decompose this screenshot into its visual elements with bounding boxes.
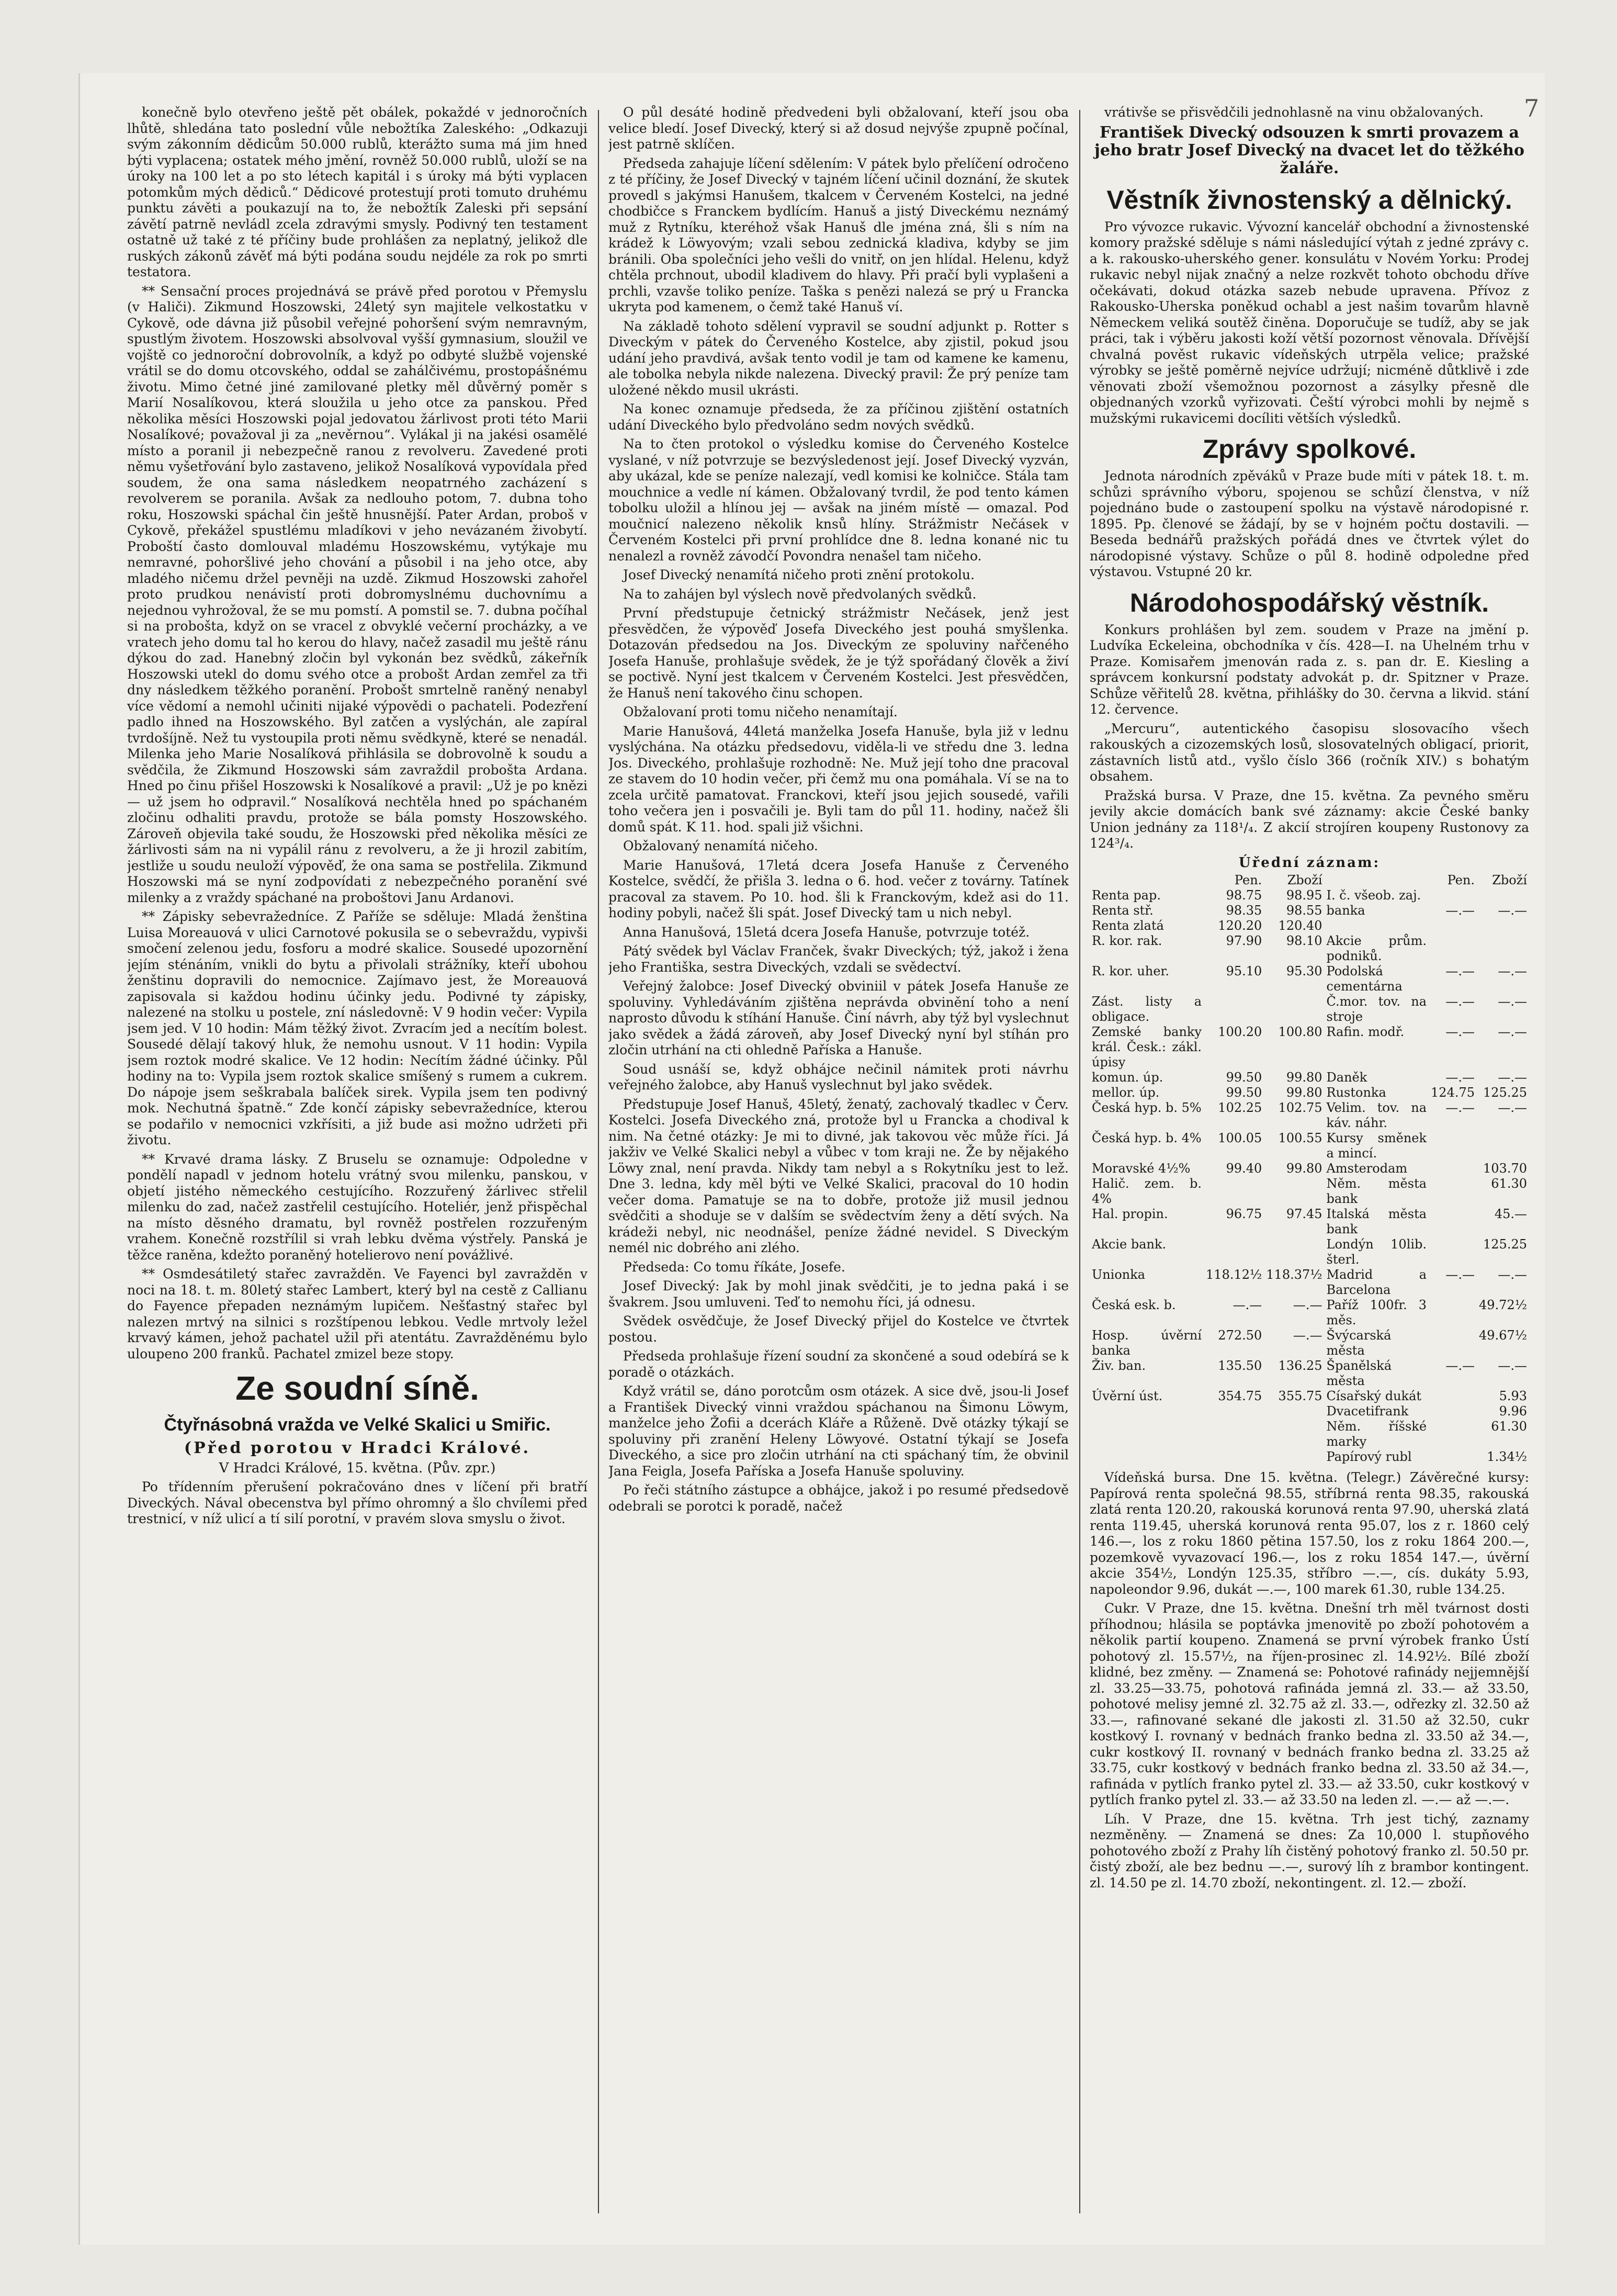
market-cell: 99.50 <box>1226 1085 1262 1100</box>
market-cell: Velim. tov. na káv. náhr. <box>1326 1100 1427 1130</box>
article-paragraph: Na základě tohoto sdělení vypravil se soudní adjunkt p. Rotter s Diveckým v pátek do Červeného Kostelce, aby zjistil, pokud jsou udání jeho pravdivá, avšak tento vodil je tam od kamene ke kamenu, ale tobolka nebyla nikde nalezena. Divecký pravil: Že prý peníze tam uložené někdo musil ukrásti. <box>608 318 1069 398</box>
market-row <box>1090 1161 1529 1176</box>
section-title-court: Ze soudní síně. <box>235 1369 479 1407</box>
market-cell: 120.20 <box>1218 918 1262 933</box>
column-right <box>1090 105 1529 2224</box>
column-rule <box>598 110 599 2213</box>
market-cell: 99.50 <box>1226 1070 1262 1085</box>
market-cell: Akcie prům. podniků. <box>1326 933 1427 963</box>
market-cell: 95.30 <box>1286 964 1322 978</box>
market-cell <box>1429 1298 1477 1328</box>
market-row <box>1090 1419 1529 1449</box>
article-paragraph: Josef Divecký nenamítá ničeho proti znění protokolu. <box>623 567 975 582</box>
market-cell <box>1477 1131 1529 1161</box>
article-paragraph: Anna Hanušová, 15letá dcera Josefa Hanuše, potvrzuje totéž. <box>623 924 1030 940</box>
article-paragraph: Předseda: Co tomu říkáte, Josefe. <box>623 1259 845 1275</box>
market-header-cell: Pen. <box>1447 873 1475 887</box>
market-cell: —.— <box>1445 1070 1475 1085</box>
article-paragraph: Pražská bursa. V Praze, dne 15. května. Za pevného směru jevily akcie domácích bank své záznamy: akcie České banky Union jednány za 118¹/₄. Z akcií strojíren koupeny Rustonovy za 124³/₄. <box>1090 787 1529 851</box>
market-cell: Londýn 10lib. šterl. <box>1326 1237 1427 1267</box>
market-cell <box>1204 1404 1264 1419</box>
market-row <box>1090 1358 1529 1389</box>
article-paragraph: Konkurs prohlášen byl zem. soudem v Praze na jmění p. Ludvíka Eckeleina, obchodníka v čís. 428—I. na Uhelném trhu v Praze. Komisařem jmenován rada z. s. pan dr. E. Kiesling a správcem konkursní podstaty advokát p. dr. Spitzner v Praze. Schůze věřitelů 28. května, přihlášky do 30. června a likvid. stání 12. července. <box>1090 622 1529 717</box>
market-cell: 98.35 <box>1226 903 1262 918</box>
market-header-cell: Zboží <box>1492 873 1527 887</box>
section-title-clubs: Zprávy spolkové. <box>1202 434 1417 464</box>
market-cell: 355.75 <box>1278 1389 1322 1403</box>
market-cell <box>1429 1176 1477 1207</box>
market-cell: Hal. propin. <box>1092 1207 1168 1221</box>
market-cell: 100.55 <box>1278 1131 1322 1145</box>
market-cell <box>1477 933 1529 964</box>
market-cell <box>1477 918 1529 933</box>
market-cell <box>1204 1419 1264 1449</box>
market-cell: 135.50 <box>1218 1358 1262 1373</box>
market-cell: —.— <box>1445 1100 1475 1115</box>
market-cell: —.— <box>1445 903 1475 918</box>
article-paragraph: Po třídenním přerušení pokračováno dnes v líčení při bratří Diveckých. Nával obecenstva byl přímo ohromný a šlo chvílemi před trestnicí, v níž ulicí a tí silí porotní, v pravém slova smyslu o život. <box>127 1479 587 1526</box>
market-cell: 99.80 <box>1286 1085 1322 1100</box>
article-paragraph: Pátý svědek byl Václav Franček, švakr Diveckých; týž, jakož i žena jeho Františka, sestra Diveckých, vzdali se svědectví. <box>608 943 1069 975</box>
market-table <box>1090 873 1529 1465</box>
market-cell: 97.45 <box>1286 1207 1322 1221</box>
article-paragraph: vrátivše se přisvědčili jednohlasně na vinu obžalovaných. <box>1104 105 1484 120</box>
market-cell: Něm. města bank <box>1326 1176 1427 1206</box>
market-cell: Č.mor. tov. na stroje <box>1326 994 1427 1024</box>
market-cell: —.— <box>1498 903 1527 918</box>
market-cell: 96.75 <box>1226 1207 1262 1221</box>
column-rule <box>1079 110 1080 2213</box>
market-cell: 9.96 <box>1499 1404 1527 1419</box>
market-cell <box>1429 1131 1477 1161</box>
market-row <box>1090 888 1529 903</box>
market-cell <box>1204 1237 1264 1267</box>
market-cell: —.— <box>1445 1358 1475 1373</box>
article-paragraph: Marie Hanušová, 17letá dcera Josefa Hanuše z Červeného Kostelce, svědčí, že přišla 3. ledna o 6. hod. večer z továrny. Tatínek pracoval za stavem. Po 10. hod. šli k Franckovým, kdež asi do 11. hodiny pobyli, načež šli spát. Josef Divecký tam u nich nebyl. <box>608 857 1069 920</box>
market-cell: Paříž 100fr. 3 měs. <box>1326 1298 1427 1327</box>
market-cell: Rustonka <box>1326 1085 1386 1100</box>
article-paragraph: Soud usnáší se, když obhájce nečinil námitek proti návrhu veřejného žalobce, aby Hanuš vyslechnut byl jako svědek. <box>608 1061 1069 1093</box>
market-cell: 120.40 <box>1278 918 1322 933</box>
market-cell: 272.50 <box>1218 1328 1262 1343</box>
market-cell: —.— <box>1445 964 1475 978</box>
market-cell: 61.30 <box>1491 1176 1527 1191</box>
article-paragraph: Předseda prohlašuje řízení soudní za skončené a soud odebírá se k poradě o otázkách. <box>608 1348 1069 1380</box>
article-paragraph: Pro vývozce rukavic. Vývozní kancelář obchodní a živnostenské komory pražské sděluje s námi následující výtah z jedné zprávy c. a k. rakousko-uherského gener. konsulátu v Novém Yorku: Prodej rukavic nebyl nijak značný a nelze rozkvět tohoto obchodu dříve očekávati, dokud otázka sazeb nebude upravena. Přívoz z Rakousko-Uherska poněkud ochabl a jest našim tovarům hlavně Německem veliká soutěž činěna. Doporučuje se tudíž, aby se jak práci, tak i výběru jakosti koží větší pozornost věnovala. Dřívější chvalná pověst rukavic vídeňských utrpěla velice; pražské výrobky se ještě poměrně nejvíce udržují; nicméně důtklivě i zde věnovati zboží všemožnou pozornost a zásylky přesně dle objednaných vzorků vyřizovati. Čeští výrobci mohli by nejmě s mužskými rukavicemi docíliti větších výsledků. <box>1090 219 1529 426</box>
market-row <box>1090 994 1529 1025</box>
article-paragraph: Obžalovaní proti tomu ničeho nenamítají. <box>623 704 898 719</box>
market-row <box>1090 1131 1529 1161</box>
market-cell: komun. úp. <box>1092 1070 1163 1085</box>
article-paragraph: Svědek osvědčuje, že Josef Divecký přijel do Kostelce ve čtvrtek postou. <box>608 1313 1069 1345</box>
market-cell: Zemské banky král. Česk.: zákl. úpisy <box>1092 1025 1202 1070</box>
column-left <box>127 105 587 2224</box>
market-row <box>1090 1025 1529 1070</box>
market-cell: 61.30 <box>1491 1419 1527 1434</box>
market-cell: 125.25 <box>1483 1237 1527 1252</box>
article-paragraph: Josef Divecký: Jak by mohl jinak svědčiti, je to jedna paká i se švakrem. Jsou umluveni. Teď to nemohu říci, já odnesu. <box>608 1278 1069 1310</box>
market-cell: 98.95 <box>1286 888 1322 903</box>
market-cell <box>1429 1449 1477 1465</box>
market-row <box>1090 1237 1529 1267</box>
market-cell: 45.— <box>1494 1207 1527 1221</box>
market-cell: Švýcarská města <box>1326 1328 1392 1358</box>
market-cell: Renta pap. <box>1092 888 1161 903</box>
market-cell: Amsterodam <box>1326 1161 1408 1176</box>
market-row <box>1090 903 1529 918</box>
market-cell: —.— <box>1498 964 1527 978</box>
market-cell: —.— <box>1498 1025 1527 1039</box>
article-paragraph: Předseda zahajuje líčení sdělením: V pátek bylo přelíčení odročeno z té příčiny, že Josef Divecký v tajném líčení učinil doznání, že skutek provedl s jakýmsi Hanušem, tkalcem v Červeném Kostelci, na jedné chodbičce s Franckem bydlícím. Hanuš a jistý Diveckému neznámý muž z Rytníku, kteréhož však Hanuš dle jména zná, šli s ním na krádež k Löwyovým; vzali sebou zednická kladiva, kdyby se jim bránili. Oba společníci jeho vešli do vnitř, on jen hlídal. Helenu, když chtěla prchnout, ubodil kladivem do hlavy. Při pračí byli vyplašeni a prchli, vzavše toliko peníze. Taška s penězi nalezá se prý u Francka ukryta pod kamenem, o čemž také Hanuš ví. <box>608 155 1069 314</box>
article-paragraph: „Mercuru“, autentického časopisu slosovacího všech rakouských a cizozemských losů, slosovatelných obligací, priorit, zástavních listů atd., vyšlo číslo 366 (ročník XIV.) s bohatým obsahem. <box>1090 721 1529 784</box>
market-cell: —.— <box>1498 994 1527 1009</box>
market-cell: 118.37½ <box>1266 1267 1322 1282</box>
market-cell <box>1090 1449 1204 1465</box>
market-cell: Kursy směnek a mincí. <box>1326 1131 1427 1161</box>
market-cell: 98.10 <box>1286 933 1322 948</box>
article-paragraph: ** Zápisky sebevražedníce. Z Paříže se sděluje: Mladá ženština Luisa Moreauová v ulici Carnotové pokusila se o sebevraždu, vypivši smočení zelenou jedu, fosforu a modré skalice. Sousedé upozornění jejím sténáním, vnikli do bytu a přivolali strážníky, kteří ubohou ženštinu dopravili do nemocnice. Zajímavo jest, že Moreauová zapisovala si každou hodinu účinky jedu. Podivné ty zápisky, nalezené na stolku u postele, zní následovně: V 9 hodin večer: Vypila jsem jed. V 10 hodin: Mám těžký život. Zvracím jed a necítím bolest. Sousedé dělají takový hluk, že nemohu usnout. V 11 hodin: Vypila jsem roztok modré skalice. Ve 12 hodin: Necítím žádné účinky. Půl hodiny na to: Vypila jsem roztok skalice smíšený s rumem a cukrem. Do nápoje jsem seškrabala balíček sirek. Vypila jsem ten podivný mok. Nechutná špatně.“ Zde končí zápisky sebevražedníce, kterou se podařilo v nemocnici vzkřísiti, a již bude asi možno udržeti při životu. <box>127 909 587 1147</box>
market-cell: 49.72½ <box>1479 1298 1527 1312</box>
market-cell: Česká hyp. b. 5% <box>1092 1100 1202 1115</box>
market-cell: 98.55 <box>1286 903 1322 918</box>
market-cell: 5.93 <box>1499 1389 1527 1403</box>
market-cell: Daněk <box>1326 1070 1367 1085</box>
market-cell <box>1429 1328 1477 1358</box>
market-row <box>1090 1389 1529 1404</box>
market-cell: 125.25 <box>1483 1085 1527 1100</box>
market-row <box>1090 1085 1529 1100</box>
market-cell <box>1264 1176 1324 1207</box>
market-cell: 118.12½ <box>1206 1267 1262 1282</box>
market-cell: 95.10 <box>1226 964 1262 978</box>
market-cell: 99.40 <box>1226 1161 1262 1176</box>
article-paragraph: Předstupuje Josef Hanuš, 45letý, ženatý, zachovalý tkadlec v Červ. Kostelci. Josefa Diveckého zná, protože byl u Francka a chodival k nim. Na četné otázky: Je mi to divné, jak takovou věc může říci. Já jakživ ve Velké Skalici nebyl a vůbec v tom kraji ne. Že by nějakého Löwy znal, není pravda. Nikdy tam nebyl a s Rokytníku jest to lež. Dne 3. ledna, kdy měl býti ve Velké Skalici, pracoval do 10 hodin večer doma. Pamatuje se na to dobře, protože již musil jednou svědčiti a shoduje se v dalším se svědectvím ženy a dětí svých. Na krádeži nebyl, nic neodnášel, peníze žádné nevidel. S Diveckým nemél nic dobrého ani zlého. <box>608 1096 1069 1255</box>
market-cell <box>1264 1449 1324 1465</box>
market-cell <box>1477 888 1529 903</box>
market-header-cell: Pen. <box>1234 873 1262 887</box>
market-row <box>1090 1328 1529 1358</box>
market-cell <box>1429 1404 1477 1419</box>
article-paragraph: Líh. V Praze, dne 15. května. Trh jest tichý, zaznamy nezměněny. — Znamená se dnes: Za 10,000 l. stupňového pohotového zboží z Prahy líh čistěný pohotový franko zl. 50.50 pr. čistý zboží, ale bez bednu —.—, surový líh z brambor kontingent. zl. 14.50 pe zl. 14.70 zboží, nekontingent. zl. 12.— zboží. <box>1090 1811 1529 1890</box>
market-cell: Papírový rubl <box>1326 1449 1412 1464</box>
article-paragraph: Obžalovaný nenamítá ničeho. <box>623 838 818 853</box>
market-cell <box>1325 918 1429 933</box>
market-cell: 100.20 <box>1218 1025 1262 1039</box>
market-row <box>1090 918 1529 933</box>
market-table-title: Úřední záznam: <box>1238 854 1381 871</box>
market-cell: —.— <box>1445 1025 1475 1039</box>
market-table-header <box>1090 873 1529 888</box>
market-cell: —.— <box>1232 1298 1262 1312</box>
article-paragraph: Když vrátil se, dáno porotcům osm otázek. A sice dvě, jsou-li Josef a František Divecký vinni vraždou spáchanou na Šimonu Löwym, manželce jeho Žofii a dcerách Kláře a Růženě. Dvě otázky týkají se spoluviny při zranění Heleny Löwyové. Ostatní týkají se Josefa Diveckého, a sice pro zločin utrhání na cti spáchaný tím, že obvinil Jana Feigla, Josefa Paříska a Josefa Hanuše spoluviny. <box>608 1383 1069 1479</box>
market-cell: —.— <box>1498 1267 1527 1282</box>
market-row <box>1090 1267 1529 1298</box>
market-cell <box>1429 888 1477 903</box>
market-cell: —.— <box>1293 1298 1322 1312</box>
market-cell <box>1264 1419 1324 1449</box>
article-paragraph: Cukr. V Praze, dne 15. května. Dnešní trh měl tvárnost dosti příhodnou; hlásila se poptávka jmenovitě po zboží pohotovém a několik partií koupeno. Znamená se první výrobek franko Ústí pohotový zl. 15.57½, na říjen-prosinec zl. 14.92½. Bílé zboží klidné, bez změny. — Znamená se: Pohotové rafinády nejjemnější zl. 33.25—33.75, pohotová rafináda jemná zl. 33.— až 33.50, pohotové melisy jemné zl. 32.75 až zl. 33.—, odřezky zl. 32.50 až 33.—, rafinované sekané dle jakosti zl. 31.50 až 32.50, cukr kostkový I. rovnaný v bednách franko bedna zl. 33.50 až 34.—, cukr kostkový II. rovnaný v bednách franko bedna zl. 33.25 až 33.75, cukr kostkový v bednách franko bedna zl. 33.50 až 34.—, rafináda v pytlích franko pytel zl. 33.— až 33.50, cukr kostkový v pytlích franko pytel zl. 33.— až 33.50 na leden zl. —.— až —.—. <box>1090 1601 1529 1807</box>
market-cell: Úvěrní úst. <box>1092 1389 1163 1403</box>
market-cell: —.— <box>1498 1070 1527 1085</box>
market-cell: —.— <box>1498 1100 1527 1115</box>
market-cell: I. č. všeob. zaj. <box>1326 888 1421 903</box>
market-row <box>1090 1207 1529 1237</box>
article-paragraph: konečně bylo otevřeno ještě pět obálek, pokaždé v jednoročních lhůtě, shledána tato poslední vůle nebožtíka Zaleského: „Odkazuji svým zákonním dědicům 50.000 rublů, kterážto suma má jim hned býti vyplacena; ostatek mého jmění, rovněž 50.000 rublů, uloží se na úroky na 100 let a po sto létech kapitál i s úroky má býti vyplacen potomkům mých dědiců.“ Dědicové protestují proti tomuto druhému punktu závěti a poukazují na to, že nebožtík Zaleski při sepsání závětí patrně nevládl zcela zdravými smysly. Podivný ten testament ostatně už také z té příčiny bude prohlášen za neplatný, jelikož dle ruských zákonů závěť má býti podána soudu nejdéle za rok po smrti testatora. <box>127 105 587 279</box>
market-cell: banka <box>1326 903 1365 918</box>
market-cell <box>1090 1419 1204 1449</box>
market-cell: Renta stř. <box>1092 903 1154 918</box>
article-subtitle: (Před porotou v Hradci Králové. <box>184 1439 531 1457</box>
market-cell: 124.75 <box>1431 1085 1475 1100</box>
section-title-economy: Národohospodářský věstník. <box>1129 588 1489 617</box>
market-cell: Česká hyp. b. 4% <box>1092 1131 1202 1145</box>
market-cell: R. kor. rak. <box>1092 933 1162 948</box>
market-header-cell: Zboží <box>1287 873 1322 887</box>
market-cell: Rafin. modř. <box>1326 1025 1405 1039</box>
market-row <box>1090 933 1529 964</box>
market-cell <box>1264 1404 1324 1419</box>
market-cell: Hosp. úvěrní banka <box>1092 1328 1202 1358</box>
market-cell <box>1429 1389 1477 1404</box>
article-paragraph: O půl desáté hodině předvedeni byli obžalovaní, kteří jsou oba velice bledí. Josef Divecký, který si až dosud nejvýše zpupně počínal, jest patrně sklíčen. <box>608 105 1069 152</box>
market-cell: —.— <box>1293 1328 1322 1343</box>
market-cell: —.— <box>1445 1267 1475 1282</box>
market-cell: Halič. zem. b. 4% <box>1092 1176 1202 1206</box>
market-cell: Něm. říšské marky <box>1326 1419 1427 1449</box>
market-cell: Moravské 4½% <box>1092 1161 1191 1176</box>
article-paragraph: Marie Hanušová, 44letá manželka Josefa Hanuše, byla již v lednu vyslýchána. Na otázku předsedovu, viděla-li ve středu dne 3. ledna Jos. Diveckého, prohlašuje rozhodně: Ne. Muž její toho dne pracoval ze stavem do 10 hodin večer, při čemž mu ona pomáhala. Ví se na to zcela určitě pamatovat. Franckovi, kteří jsou jejich sousedé, vařili toho večera jen i posvačili je. Byli tam do půl 11. hodiny, načež šli domů spát. K 11. hod. spali již všichni. <box>608 723 1069 835</box>
article-paragraph: ** Sensační proces projednává se právě před porotou v Přemyslu (v Haliči). Zikmund Hoszowski, 24letý syn majitele velkostatku v Cykově, ode dávna již působil veřejné pohoršení svým nemravným, spustlým životem. Hoszowski absolvoval vyšší gymnasium, sloužil ve vojště co jednoroční dobrovolník, a když po odbyté službě vojenské vrátil se do domu otcovského, oddal se zahálčivému, prostopášnému životu. Mimo četné jiné zamilované pletky měl důvěrný poměr s Marií Nosalíkovou, která sloužila u jeho otce za panskou. Před několika měsíci Hoszowski pojal jedovatou žárlivost proti této Marii Nosalíkové; považoval ji za „nevěrnou“. Vylákal ji na jakési osamělé místo a poranil ji nebezpečně ranou z revolveru. Zavedené proti němu vyšetřování bylo zastaveno, jelikož Nosalíková vypovídala před soudem, že ona sama následkem neopatrného zacházení s revolverem se poranila. Avšak za nedlouho potom, 7. dubna toho roku, Hoszowski spáchal čin ještě hnusnější. Pater Ardan, proboš v Cykově, překážel spustlému mladíkovi v jeho nevázaném živobytí. Proboští často domlouval mladému Hoszowskému, vytýkaje mu nemravné, pohoršlivé jeho chování a působil i na jeho otce, aby mladého ničemu držel pevněji na uzdě. Zikmud Hoszowski zahořel proto prudkou nenávistí proti dobromyslnému duchovnímu a nejednou vyhrožoval, že se mu pomstí. A pomstil se. 7. dubna počíhal si na probošta, když on se vracel z obvyklé večerní procházky, a ve vratech jeho domu tal ho kerou do hlavy, načež zasadil mu ještě ránu dýkou do zad. Hanebný zločin byl vykonán bez svědků, zákeřník Hoszowski utekl do domu svého otce a probošt Ardan zemřel za tři dny následkem těžkého poranění. Probošt smrtelně raněný nenabyl více vědomí a nemohl učiniti nijaké výpovědi o pachateli. Podezření padlo ihned na Hoszowského. Byl zatčen a vyslýchán, ale zapíral tvrdošíjně. Než tu vystoupila proti němu svědkyně, které se nenadál. Milenka jeho Marie Nosalíková přihlásila se dobrovolně k soudu a svědčila, že Zikmund Hoszowski sám zavraždil probošta Ardana. Hned po činu přišel Hoszowski k Nosalíkové a pravil: „Už je po knězi — už jsem ho odpravil.“ Nosalíková nechtěla hned po spáchaném zločinu odhaliti pravdu, protože se bála pomsty Hoszowského. Zároveň objevila také soudu, že Hoszowski před několika měsíci ze žárlivosti sám na ni vypálil ránu z revolveru, a že ji hrozil zabitím, jestliže u soudu neuloží výpověď, že ona sama se postřelila. Zikmund Hoszowski má se nyní zodpovídati z nebezpečného poranění své milenky a z vraždy spáchané na proboštovi Janu Ardanovi. <box>127 283 587 905</box>
market-cell: Podolská cementárna <box>1326 964 1403 994</box>
market-row <box>1090 1298 1529 1328</box>
market-cell: 103.70 <box>1483 1161 1527 1176</box>
market-row <box>1090 1100 1529 1131</box>
market-cell <box>1264 994 1324 1025</box>
market-cell: —.— <box>1498 1358 1527 1373</box>
section-title-trade: Věstník živnostenský a dělnický. <box>1106 185 1512 215</box>
article-paragraph: Na to zahájen byl výslech nově předvolaných svědků. <box>623 586 977 602</box>
market-cell: Císařský dukát <box>1326 1389 1422 1403</box>
market-cell: Akcie bank. <box>1092 1237 1167 1252</box>
article-paragraph: ** Krvavé drama lásky. Z Bruselu se oznamuje: Odpoledne v pondělí napadl v jednom hotelu vrátný svou milenku, panskou, v objetí jistého německého cestujícího. Rozzuřený žárlivec střelil milenku do zad, načež zastřelil cestujícího. Hoteliér, jenž přispěchal na místo děsného dramatu, byl rovněž postřelen rozzuřeným vrahem. Konečně rozstřílil si vrah lebku dvěma výstřely. Panská je těžce raněna, kdežto poraněný hotelierovo není povážlivé. <box>127 1151 587 1263</box>
market-cell: 99.80 <box>1286 1070 1322 1085</box>
newspaper-page <box>78 73 1545 2245</box>
market-cell <box>1429 1207 1477 1237</box>
market-cell: Madrid a Barcelona <box>1326 1267 1427 1297</box>
market-cell <box>1429 933 1477 964</box>
market-cell <box>1429 1419 1477 1449</box>
article-paragraph: Vídeňská bursa. Dne 15. května. (Telegr.) Závěrečné kursy: Papírová renta společná 98.55, stříbrná renta 98.35, rakouská zlatá renta 120.20, rakouská korunová renta 97.90, uherská zlatá renta 119.45, uherská korunová renta 95.07, los z r. 1860 celý 146.—, los z roku 1860 pětina 157.50, los z roku 1864 200.—, pozemkově vyvazovací 196.—, los z roku 1854 147.—, úvěrní akcie 354½, Londýn 125.35, stříbro —.—, cís. dukáty 5.93, napoleondor 9.96, dukát —.—, 100 marek 61.30, ruble 134.25. <box>1090 1470 1529 1597</box>
column-middle <box>608 105 1069 2224</box>
market-cell <box>1264 1237 1324 1267</box>
market-cell: Živ. ban. <box>1092 1358 1146 1373</box>
market-cell <box>1204 994 1264 1025</box>
market-header-cell <box>1090 873 1204 888</box>
market-cell: 98.75 <box>1226 888 1262 903</box>
market-cell: Česká esk. b. <box>1092 1298 1176 1312</box>
market-cell: 102.25 <box>1218 1100 1262 1115</box>
article-paragraph: První předstupuje četnický strážmistr Nečásek, jenž jest přesvědčen, že výpověď Josefa Diveckého jest pouhá smyšlenka. Dotazován předsedou na Jos. Diveckým ze spoluviny nařčeného Josefa Hanuše, prohlašuje svědek, že je týž spořádaný člověk a živí se poctivě. Nyní jest tkalcem v Červeném Kostelci. Jest přesvědčen, že Hanuš není takového činu schopen. <box>608 605 1069 701</box>
market-cell: R. kor. uher. <box>1092 964 1169 978</box>
market-cell: 100.05 <box>1218 1131 1262 1145</box>
market-cell <box>1090 1404 1204 1419</box>
market-cell: 1.34½ <box>1487 1449 1527 1464</box>
page-mark: 7 <box>1524 94 1540 122</box>
market-cell: 49.67½ <box>1479 1328 1527 1343</box>
market-cell: —.— <box>1445 994 1475 1009</box>
article-title: Čtyřnásobná vražda ve Velké Skalici u Smiřic. <box>164 1415 551 1435</box>
market-cell: Renta zlatá <box>1092 918 1164 933</box>
market-cell: 102.75 <box>1278 1100 1322 1115</box>
market-cell: 136.25 <box>1278 1358 1322 1373</box>
article-paragraph: Jednota národních zpěváků v Praze bude míti v pátek 18. t. m. schůzi správního výboru, spojenou se schůzí členstva, v níž pojednáno bude o zastoupení spolku na výstavě národopisné r. 1895. Pp. členové se žádají, by se v hojném počtu dostavili. — Beseda bednářů pražských pořádá dnes ve čtvrtek výlet do národopisné výstavy. Schůze o půl 8. hodině odpoledne před výstavou. Vstupné 20 kr. <box>1090 468 1529 579</box>
article-paragraph: Na konec oznamuje předseda, že za příčinou zjištění ostatních udání Diveckého bylo předvoláno sedm nových svědků. <box>608 401 1069 433</box>
market-cell: Zást. listy a obligace. <box>1092 994 1202 1024</box>
market-row <box>1090 1070 1529 1085</box>
market-row <box>1090 964 1529 994</box>
market-cell: Španělská města <box>1326 1358 1392 1388</box>
market-header-cell <box>1325 873 1429 888</box>
market-cell <box>1429 918 1477 933</box>
article-paragraph: Veřejný žalobce: Josef Divecký obviniil v pátek Josefa Hanuše ze spoluviny. Vyhledáváním zjištěna neprávda obvinění toho a není naprosto důvodu k stíhání Hanuše. Činí návrh, aby týž byl vyslechnut jako svědek a žádá zároveň, aby Josef Divecký nyní byl stíhán pro zločin utrhání na cti ohledně Paříska a Hanuše. <box>608 978 1069 1057</box>
market-cell: mellor. úp. <box>1092 1085 1160 1100</box>
article-paragraph: Na to čten protokol o výsledku komise do Červeného Kostelce vyslané, v níž potvrzuje se bezvýsledenost její. Josef Divecký vyzván, aby ukázal, kde se peníze nalezají, vedl komisi ke kolničce. Stála tam mouchnice a vedle ní kámen. Obžalovaný tvrdil, že pod tento kámen tobolku uložil a hlínou jej — avšak na jiném místě — omazal. Pod moučnicí nalezeno několik knsů hlíny. Strážmistr Nečásek v Červeném Kostelci při první prohlídce dne 8. ledna konané nic tu nenalezl a rovněž závodčí Povondra nenašel tam ničeho. <box>608 436 1069 564</box>
market-cell: Dvacetifrank <box>1326 1404 1409 1419</box>
article-dateline: V Hradci Králové, 15. května. (Pův. zpr.) <box>219 1460 496 1476</box>
market-cell: 99.80 <box>1286 1161 1322 1176</box>
market-cell <box>1204 1449 1264 1465</box>
verdict-text: František Divecký odsouzen k smrti provazem a jeho bratr Josef Divecký na dvacet let do těžkého žaláře. <box>1094 123 1524 177</box>
market-cell <box>1429 1237 1477 1267</box>
market-row <box>1090 1404 1529 1419</box>
market-cell <box>1429 1161 1477 1176</box>
market-cell: Italská města bank <box>1326 1207 1427 1236</box>
market-cell: Unionka <box>1092 1267 1146 1282</box>
market-row <box>1090 1449 1529 1465</box>
article-paragraph: Po řeči státního zástupce a obhájce, jakož i po resumé předsedově odebrali se porotci k poradě, načež <box>608 1482 1069 1514</box>
market-cell: 100.80 <box>1278 1025 1322 1039</box>
market-row <box>1090 1176 1529 1207</box>
article-paragraph: ** Osmdesátiletý stařec zavražděn. Ve Fayenci byl zavražděn v noci na 18. t. m. 80letý stařec Lambert, který byl na cestě z Callianu do Fayence přepaden neznámým lupičem. Nešťastný stařec byl nalezen mrtvý na silnici s rozštípenou lebkou. Vedle mrtvoly ležel krvavý kámen, jehož pachatel užil při atentátu. Zavražděnému bylo uloupeno 200 franků. Pachatel zmizel beze stopy. <box>127 1266 587 1361</box>
market-cell: 97.90 <box>1226 933 1262 948</box>
market-cell <box>1204 1176 1264 1207</box>
market-cell: 354.75 <box>1218 1389 1262 1403</box>
